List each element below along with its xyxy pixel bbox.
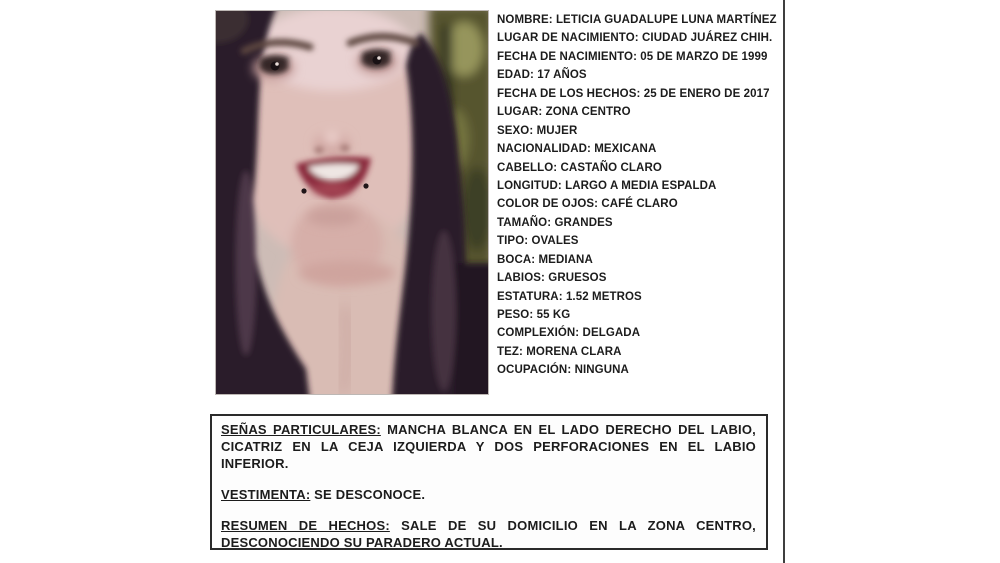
- detail-field-value: MUJER: [536, 124, 578, 137]
- note-value: SALE DE SU DOMICILIO EN LA ZONA CENTRO, DESCONOCIENDO SU PARADERO ACTUAL.: [221, 518, 756, 550]
- detail-field-value: MEDIANA: [538, 253, 593, 266]
- detail-field-value: 25 DE ENERO DE 2017: [643, 87, 770, 100]
- detail-field-row: [497, 29, 781, 47]
- table-rule-vertical: [783, 0, 785, 563]
- detail-field-value: 1.52 METROS: [565, 290, 642, 303]
- lip-piercing-right: [363, 183, 368, 188]
- detail-field-value: CASTAÑO CLARO: [560, 161, 662, 174]
- detail-field-label: FECHA DE LOS HECHOS:: [497, 87, 644, 100]
- detail-field-value: LARGO A MEDIA ESPALDA: [565, 179, 717, 192]
- detail-field-row: [497, 232, 781, 250]
- detail-field-row: [497, 306, 781, 324]
- detail-field-value: 05 DE MARZO DE 1999: [640, 50, 768, 63]
- detail-field-label: PESO:: [497, 309, 537, 321]
- detail-field-row: [497, 269, 781, 287]
- note-value: MANCHA BLANCA EN EL LADO DERECHO DEL LABIO, CICATRIZ EN LA CEJA IZQUIERDA Y DOS PERFORACIONES EN EL LABIO INFERIOR.: [221, 422, 756, 471]
- detail-field-value: NINGUNA: [574, 364, 629, 377]
- detail-field-row: [497, 214, 781, 232]
- detail-field-value: GRANDES: [554, 216, 613, 229]
- detail-field-row: [497, 324, 781, 342]
- detail-field-value: MEXICANA: [594, 143, 657, 156]
- note-label: RESUMEN DE HECHOS:: [221, 518, 390, 533]
- detail-field-row: [497, 66, 781, 84]
- detail-field-label: NOMBRE:: [497, 14, 556, 26]
- notes-box: [210, 414, 768, 550]
- detail-field-label: TEZ:: [497, 345, 527, 358]
- detail-field-label: FECHA DE NACIMIENTO:: [497, 50, 641, 63]
- note-paragraph: [221, 421, 756, 472]
- detail-field-label: CABELLO:: [497, 161, 561, 174]
- detail-field-row: [497, 103, 781, 121]
- missing-person-photo: [215, 10, 489, 395]
- detail-field-row: [497, 85, 781, 103]
- detail-field-row: [497, 122, 781, 140]
- detail-field-label: ESTATURA:: [497, 290, 566, 303]
- detail-field-label: NACIONALIDAD:: [497, 143, 595, 156]
- detail-field-value: OVALES: [531, 235, 579, 248]
- detail-field-label: LONGITUD:: [497, 179, 566, 192]
- detail-field-label: LUGAR DE NACIMIENTO:: [497, 32, 642, 45]
- details-list: [497, 11, 781, 380]
- detail-field-value: CIUDAD JUÁREZ CHIH.: [642, 32, 773, 45]
- detail-field-value: LETICIA GUADALUPE LUNA MARTÍNEZ: [555, 14, 777, 26]
- detail-field-label: LUGAR:: [497, 106, 546, 119]
- note-value: SE DESCONOCE.: [310, 487, 426, 502]
- lip-piercing-left: [301, 188, 306, 193]
- detail-field-label: TAMAÑO:: [497, 216, 555, 229]
- detail-field-label: COMPLEXIÓN:: [497, 327, 583, 340]
- detail-field-row: [497, 48, 781, 66]
- detail-field-value: MORENA CLARA: [526, 345, 622, 358]
- portrait-photo-illustration: [216, 11, 488, 394]
- detail-field-row: [497, 195, 781, 213]
- detail-field-row: [497, 11, 781, 29]
- detail-field-row: [497, 251, 781, 269]
- detail-field-label: BOCA:: [497, 253, 539, 266]
- detail-field-value: DELGADA: [582, 327, 641, 340]
- detail-field-row: [497, 343, 781, 361]
- detail-field-value: CAFÉ CLARO: [601, 198, 678, 211]
- note-paragraph: [221, 486, 756, 503]
- detail-field-label: COLOR DE OJOS:: [497, 198, 602, 211]
- note-label: SEÑAS PARTICULARES:: [221, 422, 381, 437]
- detail-field-row: [497, 361, 781, 379]
- detail-field-value: ZONA CENTRO: [545, 106, 631, 119]
- detail-field-label: TIPO:: [497, 235, 532, 248]
- detail-field-row: [497, 140, 781, 158]
- detail-field-value: 17 AÑOS: [537, 69, 587, 82]
- detail-field-row: [497, 177, 781, 195]
- detail-field-label: SEXO:: [497, 124, 537, 137]
- detail-field-label: OCUPACIÓN:: [497, 364, 575, 377]
- detail-field-row: [497, 159, 781, 177]
- detail-field-row: [497, 288, 781, 306]
- note-label: VESTIMENTA:: [221, 487, 311, 502]
- detail-field-value: 55 KG: [536, 309, 571, 321]
- detail-field-value: GRUESOS: [548, 272, 607, 285]
- detail-field-label: EDAD:: [497, 69, 538, 82]
- note-paragraph: [221, 517, 756, 551]
- detail-field-label: LABIOS:: [497, 272, 549, 285]
